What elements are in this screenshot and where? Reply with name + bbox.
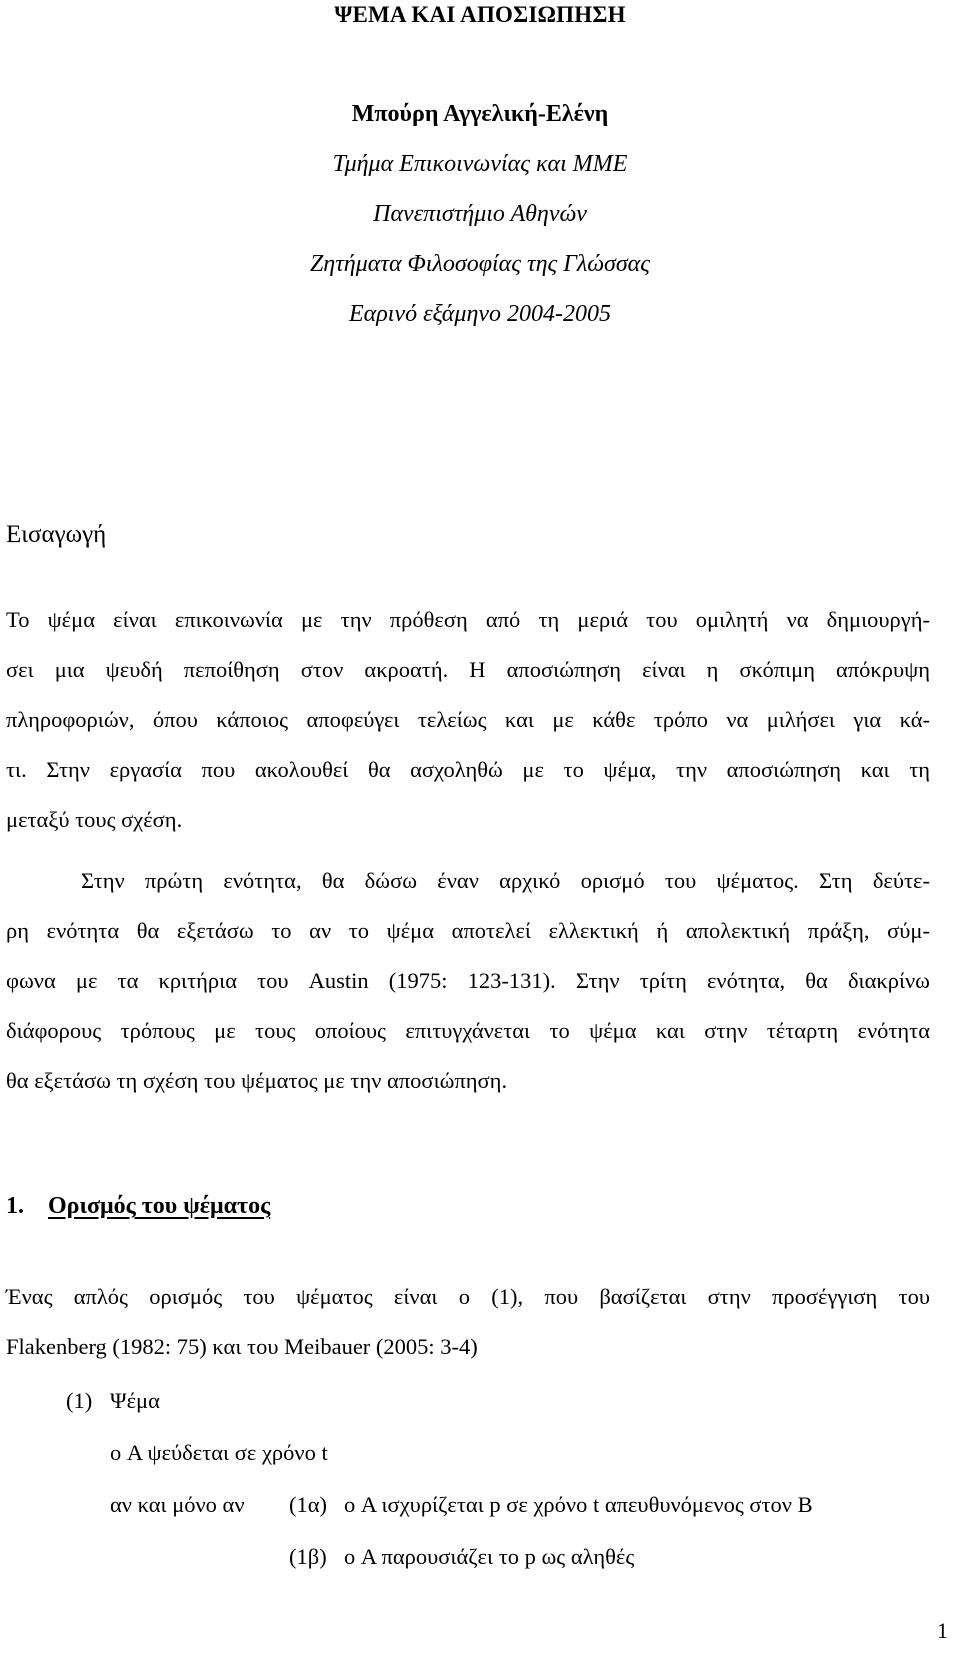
condition-b-text: ο A παρουσιάζει το p ως αληθές <box>344 1544 635 1569</box>
paragraph-line: διάφορους τρόπους με τους οποίους επιτυγχάνεται το ψέμα και στην τέταρτη ενότητα <box>6 1018 930 1043</box>
condition-a-text: ο A ισχυρίζεται p σε χρόνο t απευθυνόμενος στον B <box>344 1492 813 1517</box>
paragraph-line: μεταξύ τους σχέση. <box>6 807 183 832</box>
example-condition: αν και μόνο αν <box>110 1492 245 1517</box>
paragraph-line: σει μια ψευδή πεποίθηση στον ακροατή. Η αποσιώπηση είναι η σκόπιμη απόκρυψη <box>6 657 930 682</box>
condition-a-number: (1α) <box>289 1492 328 1517</box>
semester-line: Εαρινό εξάμηνο 2004-2005 <box>348 301 612 327</box>
example-label: Ψέμα <box>110 1388 160 1413</box>
example-number: (1) <box>66 1388 93 1413</box>
paragraph-line: φωνα με τα κριτήρια του Austin (1975: 123-131). Στην τρίτη ενότητα, θα διακρίνω <box>6 968 930 993</box>
document-title: ΨΕΜΑ ΚΑΙ ΑΠΟΣΙΩΠΗΣΗ <box>334 2 626 27</box>
section-title: Ορισμός του ψέματος <box>48 1193 271 1219</box>
paragraph-line: τι. Στην εργασία που ακολουθεί θα ασχοληθώ με το ψέμα, την αποσιώπηση και τη <box>6 757 930 782</box>
page-number: 1 <box>937 1618 948 1643</box>
author-name: Μπούρη Αγγελική-Ελένη <box>351 101 609 127</box>
condition-b-number: (1β) <box>289 1544 327 1569</box>
example-line: ο A ψεύδεται σε χρόνο t <box>110 1440 328 1465</box>
department-line: Τμήμα Επικοινωνίας και ΜΜΕ <box>332 151 628 177</box>
paragraph-line: θα εξετάσω τη σχέση του ψέματος με την αποσιώπηση. <box>6 1068 508 1093</box>
university-line: Πανεπιστήμιο Αθηνών <box>373 201 587 227</box>
paragraph-line: Το ψέμα είναι επικοινωνία με την πρόθεση από τη μεριά του ομιλητή να δημιουργή- <box>6 607 930 632</box>
paragraph-line: ρη ενότητα θα εξετάσω το αν το ψέμα αποτελεί ελλεκτική ή απολεκτική πράξη, σύμ- <box>6 918 930 943</box>
paragraph-line: πληροφοριών, όπου κάποιος αποφεύγει τελείως και με κάθε τρόπο να μιλήσει για κά- <box>6 707 930 732</box>
paragraph-line: Ένας απλός ορισμός του ψέματος είναι ο (1), που βασίζεται στην προσέγγιση του <box>6 1284 930 1309</box>
paragraph-line: Στην πρώτη ενότητα, θα δώσω έναν αρχικό ορισμό του ψέματος. Στη δεύτε- <box>81 868 930 893</box>
paragraph-line: Flakenberg (1982: 75) και του Meibauer (2005: 3-4) <box>6 1334 478 1359</box>
intro-heading: Εισαγωγή <box>6 521 107 548</box>
course-line: Ζητήματα Φιλοσοφίας της Γλώσσας <box>309 251 651 277</box>
section-number: 1. <box>6 1193 24 1219</box>
